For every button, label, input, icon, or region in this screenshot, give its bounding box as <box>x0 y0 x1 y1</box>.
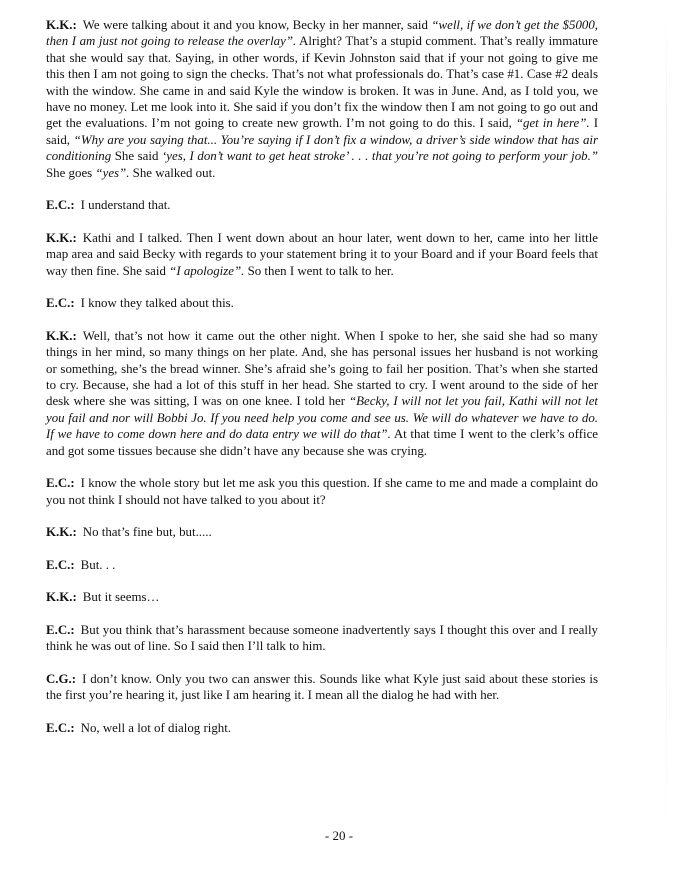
speaker-label: C.G.: <box>46 672 77 687</box>
quoted-speech: “Why are you saying that... You’re saying if I don’t fix a window, a driver’s side window that has air conditioning <box>46 132 598 164</box>
transcript-paragraph <box>46 328 598 459</box>
quoted-speech: “get in here”. <box>515 116 590 131</box>
speech-text: Kathi and I talked. Then I went down about an hour later, went down to her, came into her little map area and said Becky with regards to your statement bring it to your Board and if your Board feels that way then fine. She said <box>46 230 598 278</box>
speaker-label: K.K.: <box>46 328 77 343</box>
transcript-paragraph <box>46 720 598 736</box>
transcript-paragraph <box>46 622 598 655</box>
speaker-label: E.C.: <box>46 198 75 213</box>
speech-text: I said, <box>46 116 598 147</box>
speech-text: I don’t know. Only you two can answer this. Sounds like what Kyle just said about these stories is the first you’re hearing it, just like I am hearing it. I mean all the dialog he had with her. <box>46 672 598 703</box>
speaker-label: K.K.: <box>46 590 77 605</box>
quoted-speech: “Becky, I will not let you fail, Kathi will not let you fail and nor will Bobbi Jo. If you need help you come and see us. We will do whatever we have to do. If we have to come down here and do data entry we will do that”. <box>46 394 598 442</box>
transcript-paragraph <box>46 475 598 508</box>
transcript-paragraph <box>46 589 598 605</box>
speech-text: Alright? That’s a stupid comment. That’s really immature that she would say that. Saying, in other words, if Kevin Johnston said that if your not going to give me this then I am not going to sign the checks. That’s not what professionals do. That’s case #1. Case #2 deals with the window. She came in and said Kyle the window is broken. It was in June. And, as I told you, we have no money. Let me look into it. She said if you don’t fix the window then I am not going to go out and get the evaluations. I’m not going to create new growth. I’m not going to do this. I said, <box>46 34 598 131</box>
transcript-paragraph <box>46 197 598 213</box>
speech-text: I know they talked about this. <box>80 296 234 311</box>
quoted-speech: “I apologize”. <box>169 263 245 278</box>
speech-text: She goes <box>46 165 96 180</box>
speech-text: I know the whole story but let me ask you this question. If she came to me and made a complaint do you not think I should not have talked to you about it? <box>46 476 598 507</box>
speech-text: Well, that’s not how it came out the other night. When I spoke to her, she said she had so many things in her mind, so many things on her plate. And, she has personal issues her husband is not working or something, she’s the bread winner. She’s afraid she’s going to fail her position. That’s when she started to cry. Because, she had a lot of this stuff in her head. She started to cry. I went around to the side of her desk where she was sitting, I was on one knee. I told her <box>46 328 598 409</box>
speaker-label: E.C.: <box>46 623 75 638</box>
quoted-speech: “well, if we don’t get the $5000, then I am just not going to release the overlay”. <box>46 18 598 49</box>
speech-text: I understand that. <box>80 198 171 213</box>
transcript-paragraph <box>46 295 598 311</box>
page-number: - 20 - <box>324 828 354 843</box>
transcript-paragraph <box>46 230 598 279</box>
speaker-label: E.C.: <box>46 721 75 736</box>
speaker-label: E.C.: <box>46 557 75 572</box>
speech-text: But you think that’s harassment because someone inadvertently says I thought this over and I really think he was out of line. So I said then I’ll talk to him. <box>46 623 598 654</box>
speaker-label: E.C.: <box>46 296 75 311</box>
speech-text: But. . . <box>80 557 116 572</box>
speech-text: But it seems… <box>82 590 160 605</box>
speech-text: We were talking about it and you know, Becky in her manner, said <box>82 18 432 32</box>
speaker-label: E.C.: <box>46 476 75 491</box>
transcript-paragraph <box>46 671 598 704</box>
speaker-label: K.K.: <box>46 230 77 245</box>
speech-text: So then I went to talk to her. <box>244 263 394 278</box>
quoted-speech: ‘yes, I don’t want to get heat stroke’ . . . that you’re not going to perform your job.” <box>161 149 598 164</box>
transcript-paragraph <box>46 17 598 181</box>
speech-text: At that time I went to the clerk’s office and got some tissues because she didn’t have any because she was crying. <box>46 427 599 458</box>
speaker-label: K.K.: <box>46 525 77 540</box>
transcript-paragraph <box>46 524 598 540</box>
speech-text: No, well a lot of dialog right. <box>80 721 232 736</box>
speaker-label: K.K.: <box>46 18 77 32</box>
scan-margin-line <box>666 0 667 870</box>
speech-text: She walked out. <box>129 165 216 180</box>
transcript-paragraph <box>46 557 598 573</box>
speech-text: No that’s fine but, but..... <box>82 525 212 540</box>
transcript-body <box>46 17 598 753</box>
speech-text: She said <box>111 149 162 164</box>
quoted-speech: “yes”. <box>95 165 130 180</box>
